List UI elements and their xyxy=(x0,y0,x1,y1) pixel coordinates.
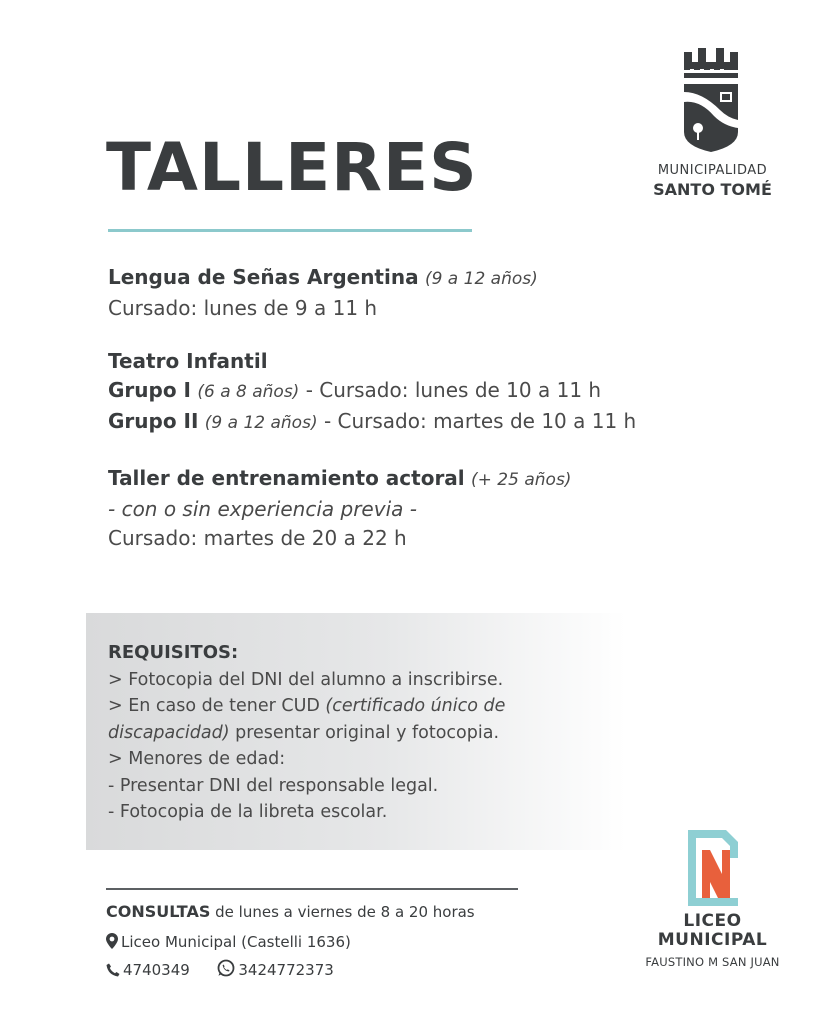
requirement-item: - Fotocopia de la libreta escolar. xyxy=(108,802,388,822)
workshop-schedule: Cursado: lunes de 9 a 11 h xyxy=(108,296,378,320)
municipality-name xyxy=(630,163,795,199)
whatsapp-icon xyxy=(217,959,235,977)
workshop-note: - con o sin experiencia previa - xyxy=(108,497,417,521)
contact-location-line xyxy=(106,933,351,951)
group-name: Grupo II xyxy=(108,409,199,433)
municipality-crest-icon xyxy=(680,48,742,156)
phone-icon xyxy=(106,963,120,977)
requirement-item: > En caso de tener CUD xyxy=(108,696,326,716)
title-divider xyxy=(108,229,472,232)
municipality-line1: MUNICIPALIDAD xyxy=(657,163,768,178)
page-title: TALLERES xyxy=(106,129,478,206)
requirements-heading: REQUISITOS: xyxy=(108,642,239,663)
requirement-item: - Presentar DNI del responsable legal. xyxy=(108,775,439,796)
workshop-name: Teatro Infantil xyxy=(108,349,268,373)
municipality-line2: SANTO TOMÉ xyxy=(653,180,772,199)
requirement-item-emphasis: (certificado único de xyxy=(325,696,506,716)
workshop-entrenamiento-actoral xyxy=(108,464,571,553)
group-schedule: - Cursado: martes de 10 a 11 h xyxy=(323,409,637,433)
workshop-teatro-infantil xyxy=(108,347,636,438)
requirement-item: presentar original y fotocopia. xyxy=(229,722,500,743)
liceo-line2: MUNICIPAL xyxy=(657,930,768,950)
group-schedule: - Cursado: lunes de 10 a 11 h xyxy=(305,378,602,402)
footer-divider xyxy=(106,888,518,890)
group-age: (9 a 12 años) xyxy=(204,413,318,433)
contact-phone[interactable]: 4740349 xyxy=(123,961,190,979)
workshop-age: (+ 25 años) xyxy=(471,470,572,490)
liceo-logo-icon xyxy=(686,828,740,908)
liceo-name xyxy=(620,912,805,969)
location-pin-icon xyxy=(106,933,118,949)
requirement-item-emphasis: discapacidad) xyxy=(108,722,230,743)
contact-hours: de lunes a viernes de 8 a 20 horas xyxy=(215,903,475,921)
group-age: (6 a 8 años) xyxy=(197,382,300,402)
liceo-line1: LICEO xyxy=(683,911,742,931)
contact-hours-line xyxy=(106,902,475,921)
requirement-item: > Menores de edad: xyxy=(108,749,286,769)
workshop-age: (9 a 12 años) xyxy=(424,269,538,289)
workshop-name: Taller de entrenamiento actoral xyxy=(108,466,465,490)
requirements-list xyxy=(108,640,505,826)
workshop-schedule: Cursado: martes de 20 a 22 h xyxy=(108,526,407,550)
requirement-item: > Fotocopia del DNI del alumno a inscribirse. xyxy=(108,669,504,690)
workshop-lengua-senas xyxy=(108,263,538,323)
contact-label: CONSULTAS xyxy=(106,902,211,921)
workshop-name: Lengua de Señas Argentina xyxy=(108,265,419,289)
contact-location: Liceo Municipal (Castelli 1636) xyxy=(121,933,351,951)
group-name: Grupo I xyxy=(108,378,191,402)
contact-phones-line xyxy=(106,959,334,979)
liceo-line3: FAUSTINO M SAN JUAN xyxy=(645,955,780,969)
contact-whatsapp[interactable]: 3424772373 xyxy=(238,961,334,979)
